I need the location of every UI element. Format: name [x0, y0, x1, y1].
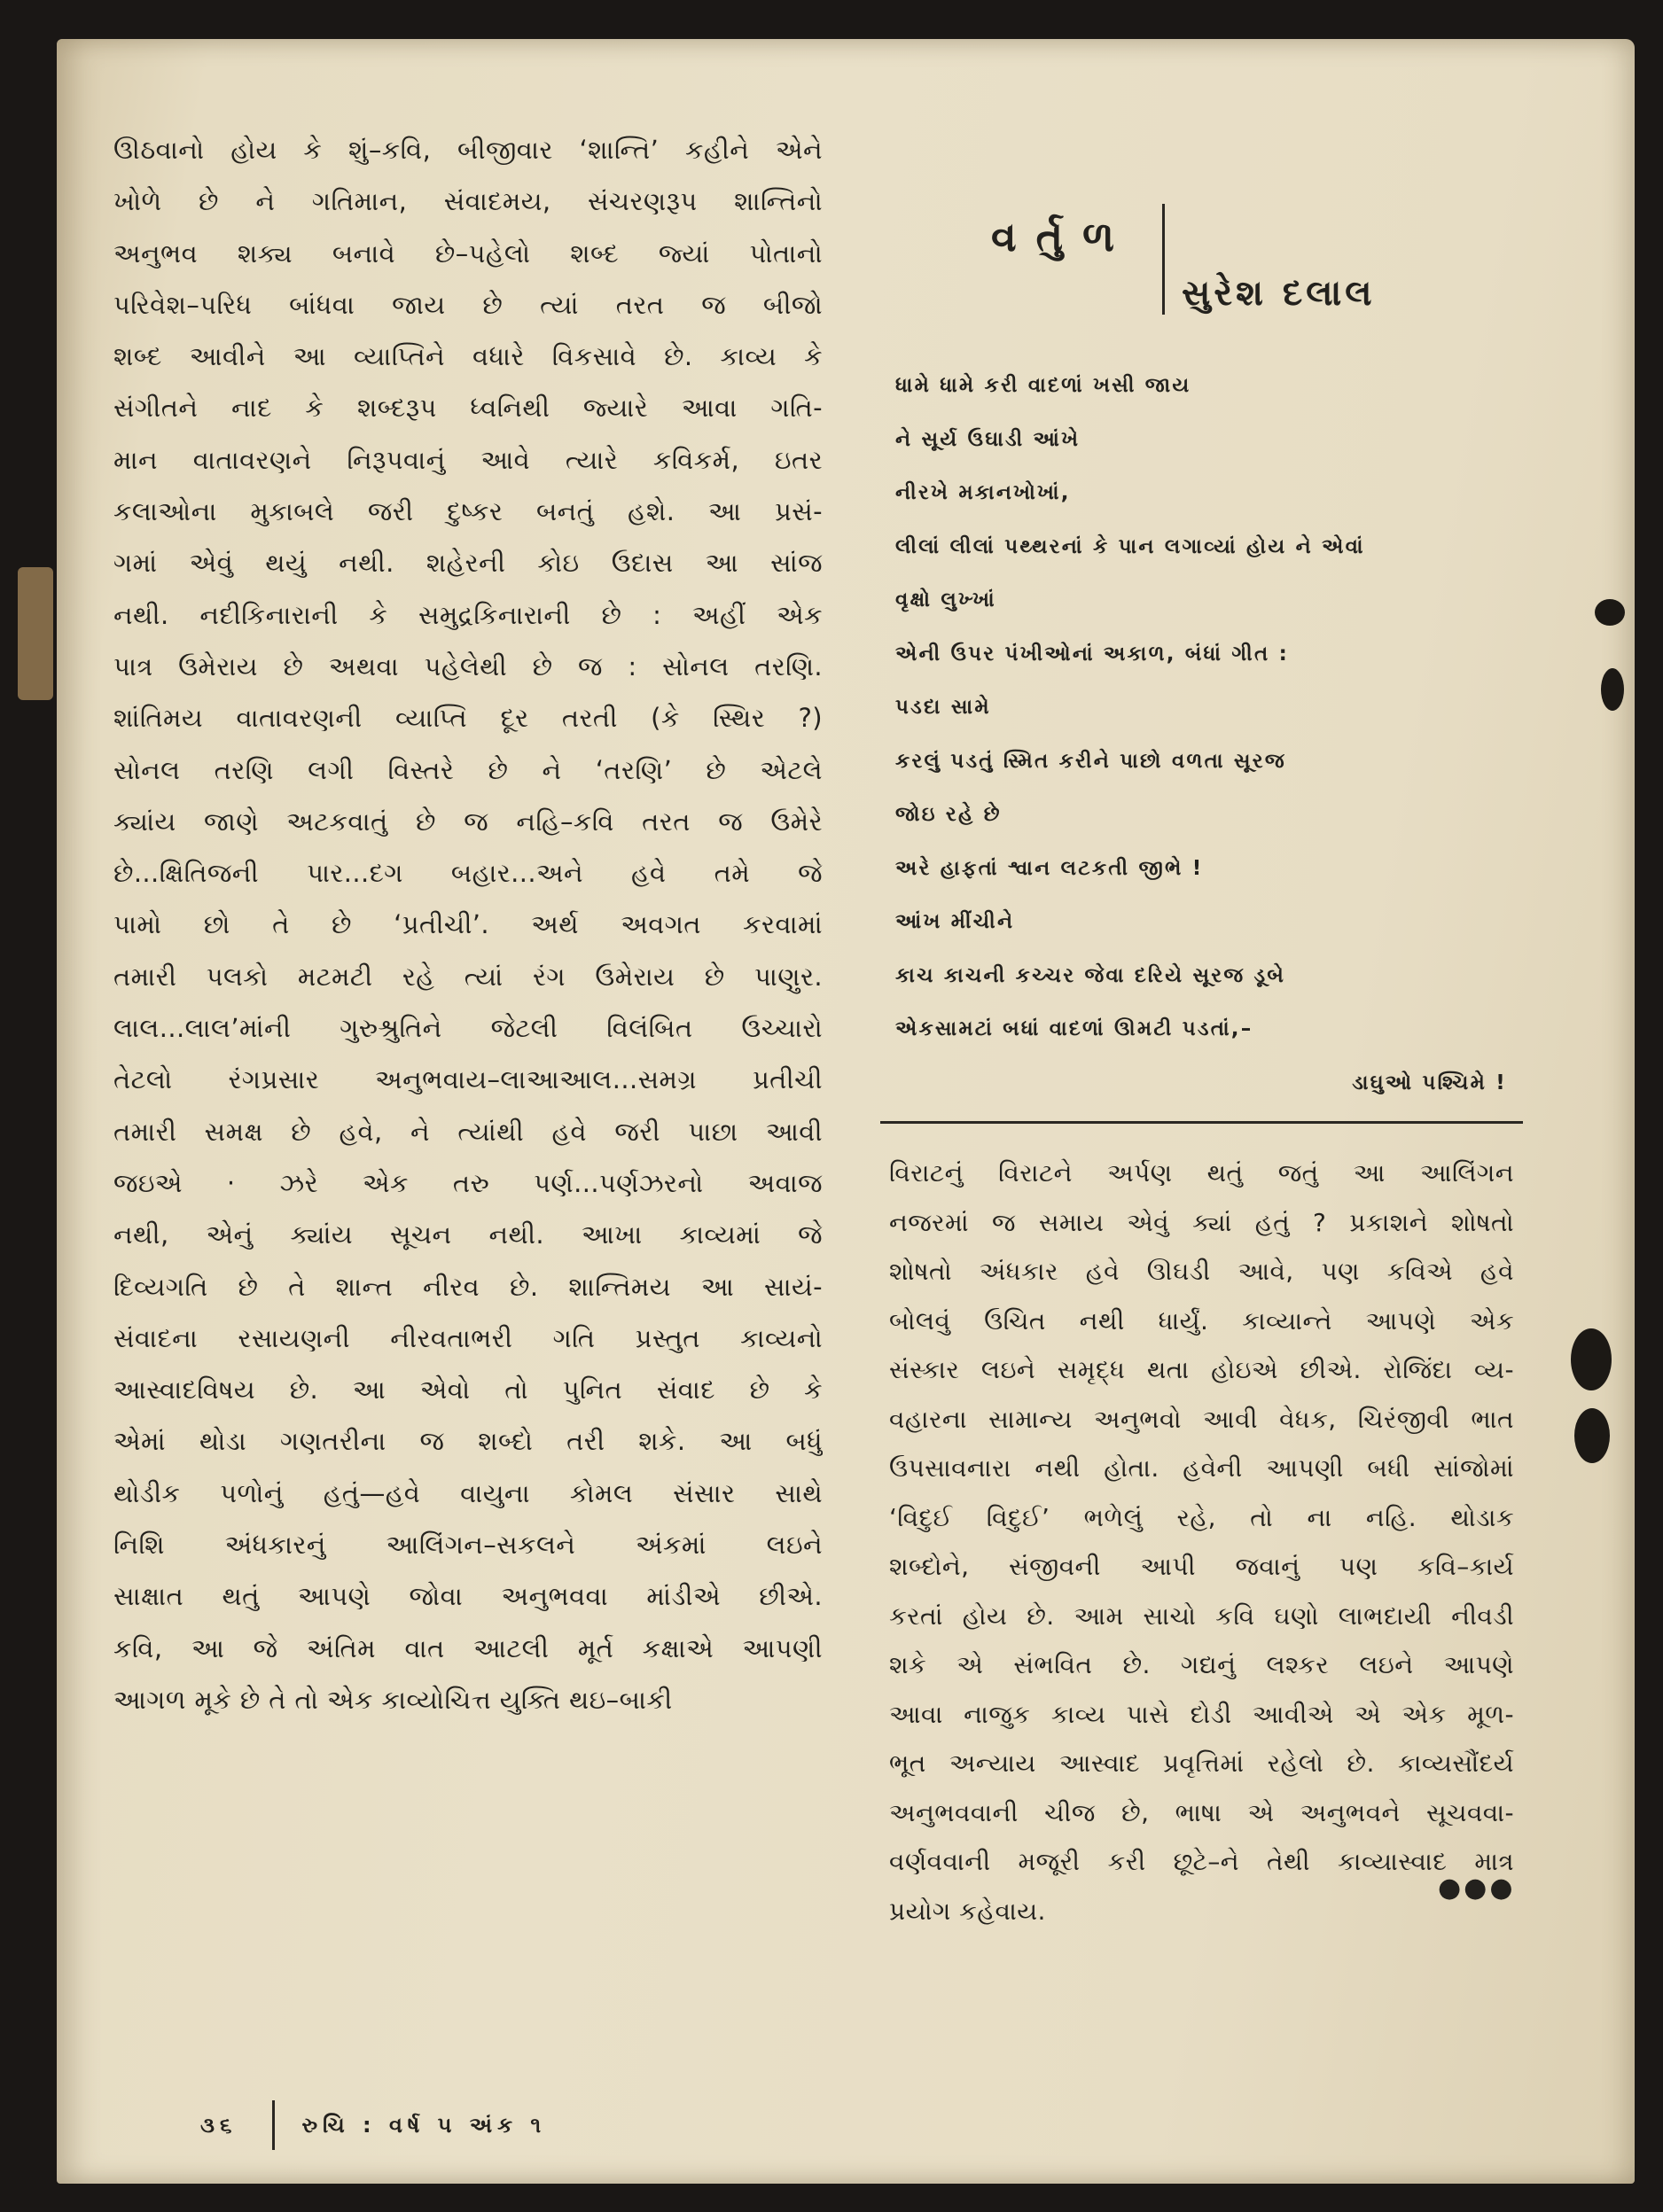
- text-line: તેટલો રંગપ્રસાર અનુભવાય–લાઆઆલ...સમગ્ર પ્રતીચી: [113, 1064, 823, 1095]
- header-divider: [1162, 204, 1165, 315]
- binding-hole: [1571, 1328, 1612, 1390]
- section-divider: [880, 1121, 1523, 1124]
- end-mark: ●●●: [1438, 1873, 1516, 1904]
- poem-line: આંખ મીંચીને: [895, 910, 1015, 933]
- poem-line: કરલું પડતું સ્મિત કરીને પાછો વળતા સૂરજ: [895, 749, 1286, 773]
- poem-line: વૃક્ષો લુખ્ખાં: [895, 588, 996, 611]
- text-line: તમારી પલકો મટમટી રહે ત્યાં રંગ ઉમેરાય છે પાણુર.: [113, 961, 823, 992]
- text-line: વિરાટનું વિરાટને અર્પણ થતું જતું આ આલિંગન: [889, 1158, 1514, 1188]
- text-line: જઇએ · ઝરે એક તરુ પર્ણ...પર્ણઝરનો અવાજ: [113, 1167, 823, 1198]
- poem-block: [889, 168, 1514, 1094]
- text-line: ખોળે છે ને ગતિમાન, સંવાદમય, સંચરણરૂપ શાન્તિનો: [113, 186, 823, 217]
- poem-line: જોઇ રહે છે: [895, 803, 1002, 826]
- binding-hole: [1574, 1408, 1610, 1463]
- text-line: નિશિ અંધકારનું આલિંગન–સકલને અંકમાં લઇને: [113, 1530, 823, 1561]
- text-line: સાક્ષાત થતું આપણે જોવા અનુભવવા માંડીએ છીએ.: [113, 1581, 823, 1612]
- poem-line: ને સૂર્ય ઉઘાડી આંખે: [895, 427, 1081, 451]
- text-line: શબ્દોને, સંજીવની આપી જવાનું પણ કવિ–કાર્ય: [889, 1552, 1514, 1581]
- text-line: ક્યાંય જાણે અટકવાતું છે જ નહિ–કવિ તરત જ ઉમેરે: [113, 806, 823, 837]
- poem-line: અરે હાફતાં શ્વાન લટકતી જીભે !: [895, 856, 1204, 880]
- text-line: લાલ...લાલ’માંની ગુરુશ્રુતિને જેટલી વિલંબિત ઉચ્ચારો: [113, 1013, 823, 1044]
- text-line: નથી, એનું ક્યાંય સૂચન નથી. આખા કાવ્યમાં જે: [113, 1219, 823, 1250]
- text-line: દિવ્યગતિ છે તે શાન્ત નીરવ છે. શાન્તિમય આ સાયં-: [113, 1271, 823, 1302]
- text-line: વહારના સામાન્ય અનુભવો આવી વેધક, ચિરંજીવી ભાત: [889, 1404, 1514, 1434]
- journal-issue: રુચિ : વર્ષ ૫ અંક ૧: [301, 2113, 547, 2138]
- text-line: એમાં થોડા ગણતરીના જ શબ્દો તરી શકે. આ બધું: [113, 1426, 823, 1457]
- text-line: શબ્દ આવીને આ વ્યાપ્તિને વધારે વિકસાવે છે. કાવ્ય કે: [113, 341, 823, 372]
- text-line: પામો છો તે છે ‘પ્રતીચી’. અર્થ અવગત કરવામાં: [113, 909, 823, 940]
- poem-author: સુરેશ દલાલ: [1182, 273, 1376, 314]
- text-line: બોલવું ઉચિત નથી ધાર્યું. કાવ્યાન્તે આપણે એક: [889, 1305, 1514, 1336]
- text-line: અનુભવ શક્ય બનાવે છે–પહેલો શબ્દ જ્યાં પોતાનો: [113, 238, 823, 269]
- text-line: કલાઓના મુકાબલે જરી દુષ્કર બનતું હશે. આ પ્રસં-: [113, 496, 823, 527]
- page-number: ૩૬: [200, 2113, 238, 2138]
- poem-header: [889, 168, 1514, 346]
- poem-line: કાચ કાચની કચ્ચર જેવા દરિયે સૂરજ ડૂબે: [895, 963, 1286, 987]
- text-line: શોષતો અંધકાર હવે ઊઘડી આવે, પણ કવિએ હવે: [889, 1257, 1514, 1286]
- left-column: [113, 124, 823, 1725]
- poem-title: વર્તુળ: [991, 213, 1135, 261]
- text-line: ઊઠવાનો હોય કે શું–કવિ, બીજીવાર ‘શાન્તિ’ કહીને એને: [113, 135, 823, 165]
- poem-line: એકસામટાં બધાં વાદળાં ઊમટી પડતાં,–: [895, 1017, 1253, 1040]
- text-line: શકે એ સંભવિત છે. ગદ્યનું લશ્કર લઇને આપણે: [889, 1650, 1514, 1679]
- text-line: ભૂત અન્યાય આસ્વાદ પ્રવૃત્તિમાં રહેલો છે. કાવ્યસૌંદર્ય: [889, 1749, 1514, 1778]
- text-line: માન વાતાવરણને નિરૂપવાનું આવે ત્યારે કવિકર્મ, ઇતર: [113, 444, 823, 475]
- text-line: કરતાં હોય છે. આમ સાચો કવિ ઘણો લાભદાયી નીવડી: [889, 1601, 1514, 1631]
- text-line: ગમાં એવું થયું નથી. શહેરની કોઇ ઉદાસ આ સાંજ: [113, 548, 823, 579]
- binding-hole: [1595, 599, 1625, 626]
- poem-line: ડાઘુઓ પશ્ચિમે !: [1352, 1071, 1507, 1094]
- page-footer: [200, 2100, 546, 2150]
- footer-divider: [272, 2100, 275, 2150]
- text-line: તમારી સમક્ષ છે હવે, ને ત્યાંથી હવે જરી પાછા આવી: [113, 1116, 823, 1147]
- tape-stain: [18, 567, 53, 700]
- poem-line: નીરખે મકાનખોખાં,: [895, 481, 1071, 504]
- text-line: ‘વિદુઈ વિદુઈ’ ભળેલું રહે, તો ના નહિ. થોડાક: [889, 1502, 1514, 1532]
- text-line: આવા નાજુક કાવ્ય પાસે દોડી આવીએ એ એક મૂળ-: [889, 1699, 1514, 1729]
- poem-line: ધામે ધામે કરી વાદળાં ખસી જાય: [895, 374, 1191, 397]
- text-line: સંસ્કાર લઇને સમૃદ્ધ થતા હોઇએ છીએ. રોજિંદા વ્ય-: [889, 1355, 1514, 1384]
- text-line: સંવાદના રસાયણની નીરવતાભરી ગતિ પ્રસ્તુત કાવ્યનો: [113, 1322, 823, 1353]
- poem-line: એની ઉપર પંખીઓનાં અકાળ, બંધાં ગીત :: [895, 642, 1289, 666]
- text-line: થોડીક પળોનું હતું—હવે વાયુના કોમલ સંસાર સાથે: [113, 1477, 823, 1508]
- right-prose: [889, 1149, 1514, 1936]
- poem-line: લીલાં લીલાં પથ્થરનાં કે પાન લગાવ્યાં હોય ને એવાં: [895, 534, 1365, 558]
- text-line: સોનલ તરણિ લગી વિસ્તરે છે ને ‘તરણિ’ છે એટલે: [113, 754, 823, 785]
- text-line: આસ્વાદવિષય છે. આ એવો તો પુનિત સંવાદ છે કે: [113, 1375, 823, 1406]
- text-line: આગળ મૂકે છે તે તો એક કાવ્યોચિત્ત યુક્તિ થઇ–બાકી: [113, 1684, 673, 1715]
- text-line: કવિ, આ જે અંતિમ વાત આટલી મૂર્ત કક્ષાએ આપણી: [113, 1632, 823, 1663]
- text-line: ઉપસાવનારા નથી હોતા. હવેની આપણી બધી સાંજોમાં: [889, 1453, 1514, 1483]
- poem-lines: [895, 359, 1507, 1110]
- text-line: પાત્ર ઉમેરાય છે અથવા પહેલેથી છે જ : સોનલ તરણિ.: [113, 650, 823, 682]
- text-line: પરિવેશ–પરિધ બાંધવા જાય છે ત્યાં તરત જ બીજો: [113, 289, 823, 320]
- binding-hole: [1601, 668, 1624, 711]
- text-line: છે...ક્ષિતિજની પાર...દગ બહાર...અને હવે તમે જે: [113, 858, 823, 889]
- text-line: શાંતિમય વાતાવરણની વ્યાપ્તિ દૂર તરતી (કે સ્થિર ?): [113, 703, 823, 734]
- text-line: અનુભવવાની ચીજ છે, ભાષા એ અનુભવને સૂચવવા-: [889, 1797, 1514, 1827]
- text-line: સંગીતને નાદ કે શબ્દરૂપ ધ્વનિથી જ્યારે આવા ગતિ-: [113, 393, 823, 424]
- text-line: નજરમાં જ સમાય એવું ક્યાં હતું ? પ્રકાશને શોષતો: [889, 1207, 1514, 1237]
- text-line: પ્રયોગ કહેવાય.: [889, 1896, 1046, 1926]
- text-line: નથી. નદીકિનારાની કે સમુદ્રકિનારાની છે : અહીં એક: [113, 599, 823, 630]
- text-line: વર્ણવવાની મજૂરી કરી છૂટે–ને તેથી કાવ્યાસ્વાદ માત્ર: [889, 1847, 1514, 1876]
- poem-line: પડદા સામે: [895, 696, 991, 719]
